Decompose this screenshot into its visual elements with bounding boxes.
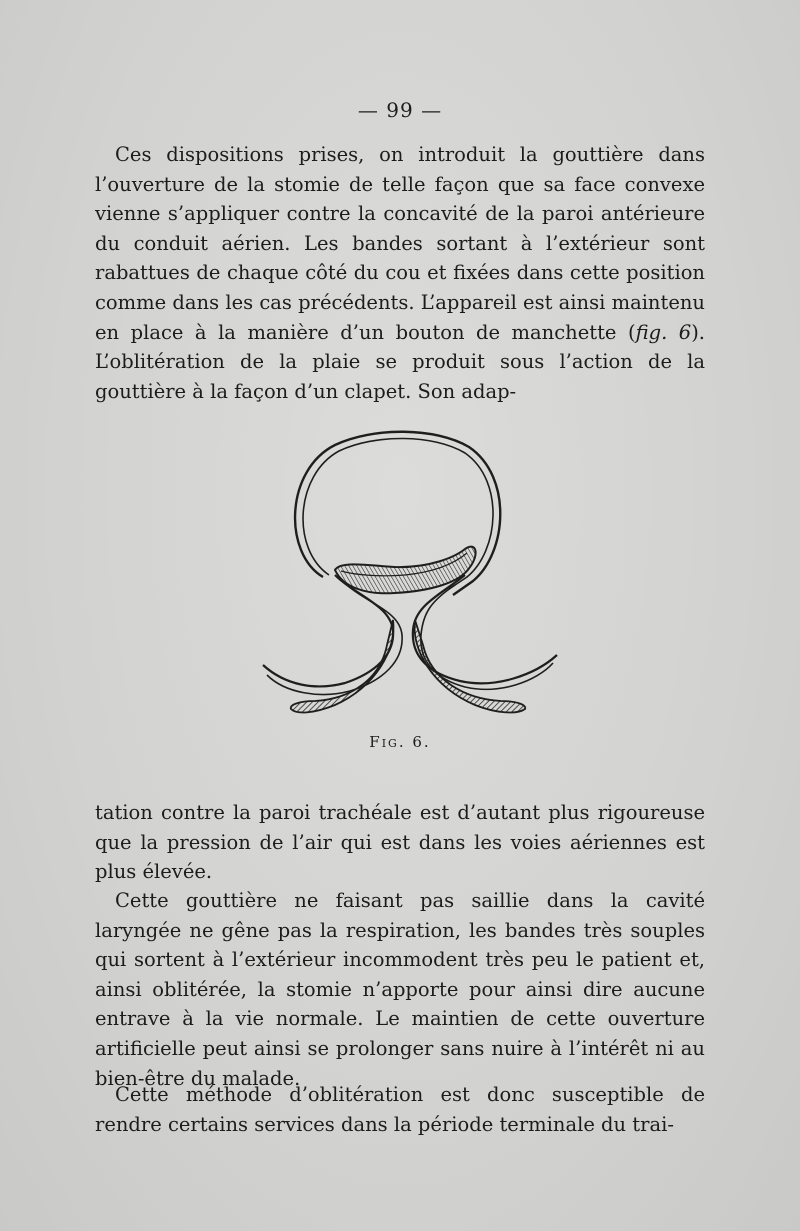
band-right <box>415 620 526 712</box>
figure-6-illustration <box>255 425 565 725</box>
paragraph-1-text-a: Ces dispositions prises, on introduit la gouttière dans l’ouverture de la stomie de telle façon que sa face convexe vienne s’appliquer contre la concavité de la paroi antérieure du conduit aérien. Les bandes sortant à l’extérieur sont rabattues de chaque côté du cou et fixées dans cette position comme dans les cas précédents. L’appareil est ainsi maintenu en place à la manière d’un bouton de manchette ( <box>95 143 705 344</box>
page-number: — 99 — <box>357 98 443 122</box>
external-bands <box>291 620 526 712</box>
band-left <box>291 620 394 712</box>
paragraph-4: Cette méthode d’oblitération est donc susceptible de rendre certains services dans la période terminale du trai- <box>95 1083 705 1136</box>
paragraph-2: tation contre la paroi trachéale est d’autant plus rigoureuse que la pression de l’air qui est dans les voies aériennes est plus élevée. <box>95 801 705 884</box>
paragraph-1 <box>95 140 705 406</box>
figure-caption-text: Fig. 6. <box>369 733 431 751</box>
figure-caption <box>0 733 800 751</box>
stoma-neck <box>263 575 557 694</box>
paragraph-1-text-b: ). L’oblitération de la plaie se produit sous l’action de la gouttière à la façon d’un clapet. Son adap- <box>95 320 705 403</box>
figure-reference: fig. 6 <box>635 320 692 344</box>
paragraph-3: Cette gouttière ne faisant pas saillie dans la cavité laryngée ne gêne pas la respiration, les bandes très souples qui sortent à l’extérieur incommodent très peu le patient et, ainsi oblitérée, la stomie n’apporte pour ainsi dire aucune entrave à la vie normale. Le maintien de cette ouverture artificielle peut ainsi se prolonger sans nuire à l’intérêt ni au bien-être du malade. <box>95 889 705 1090</box>
gutter-valve <box>335 547 476 594</box>
